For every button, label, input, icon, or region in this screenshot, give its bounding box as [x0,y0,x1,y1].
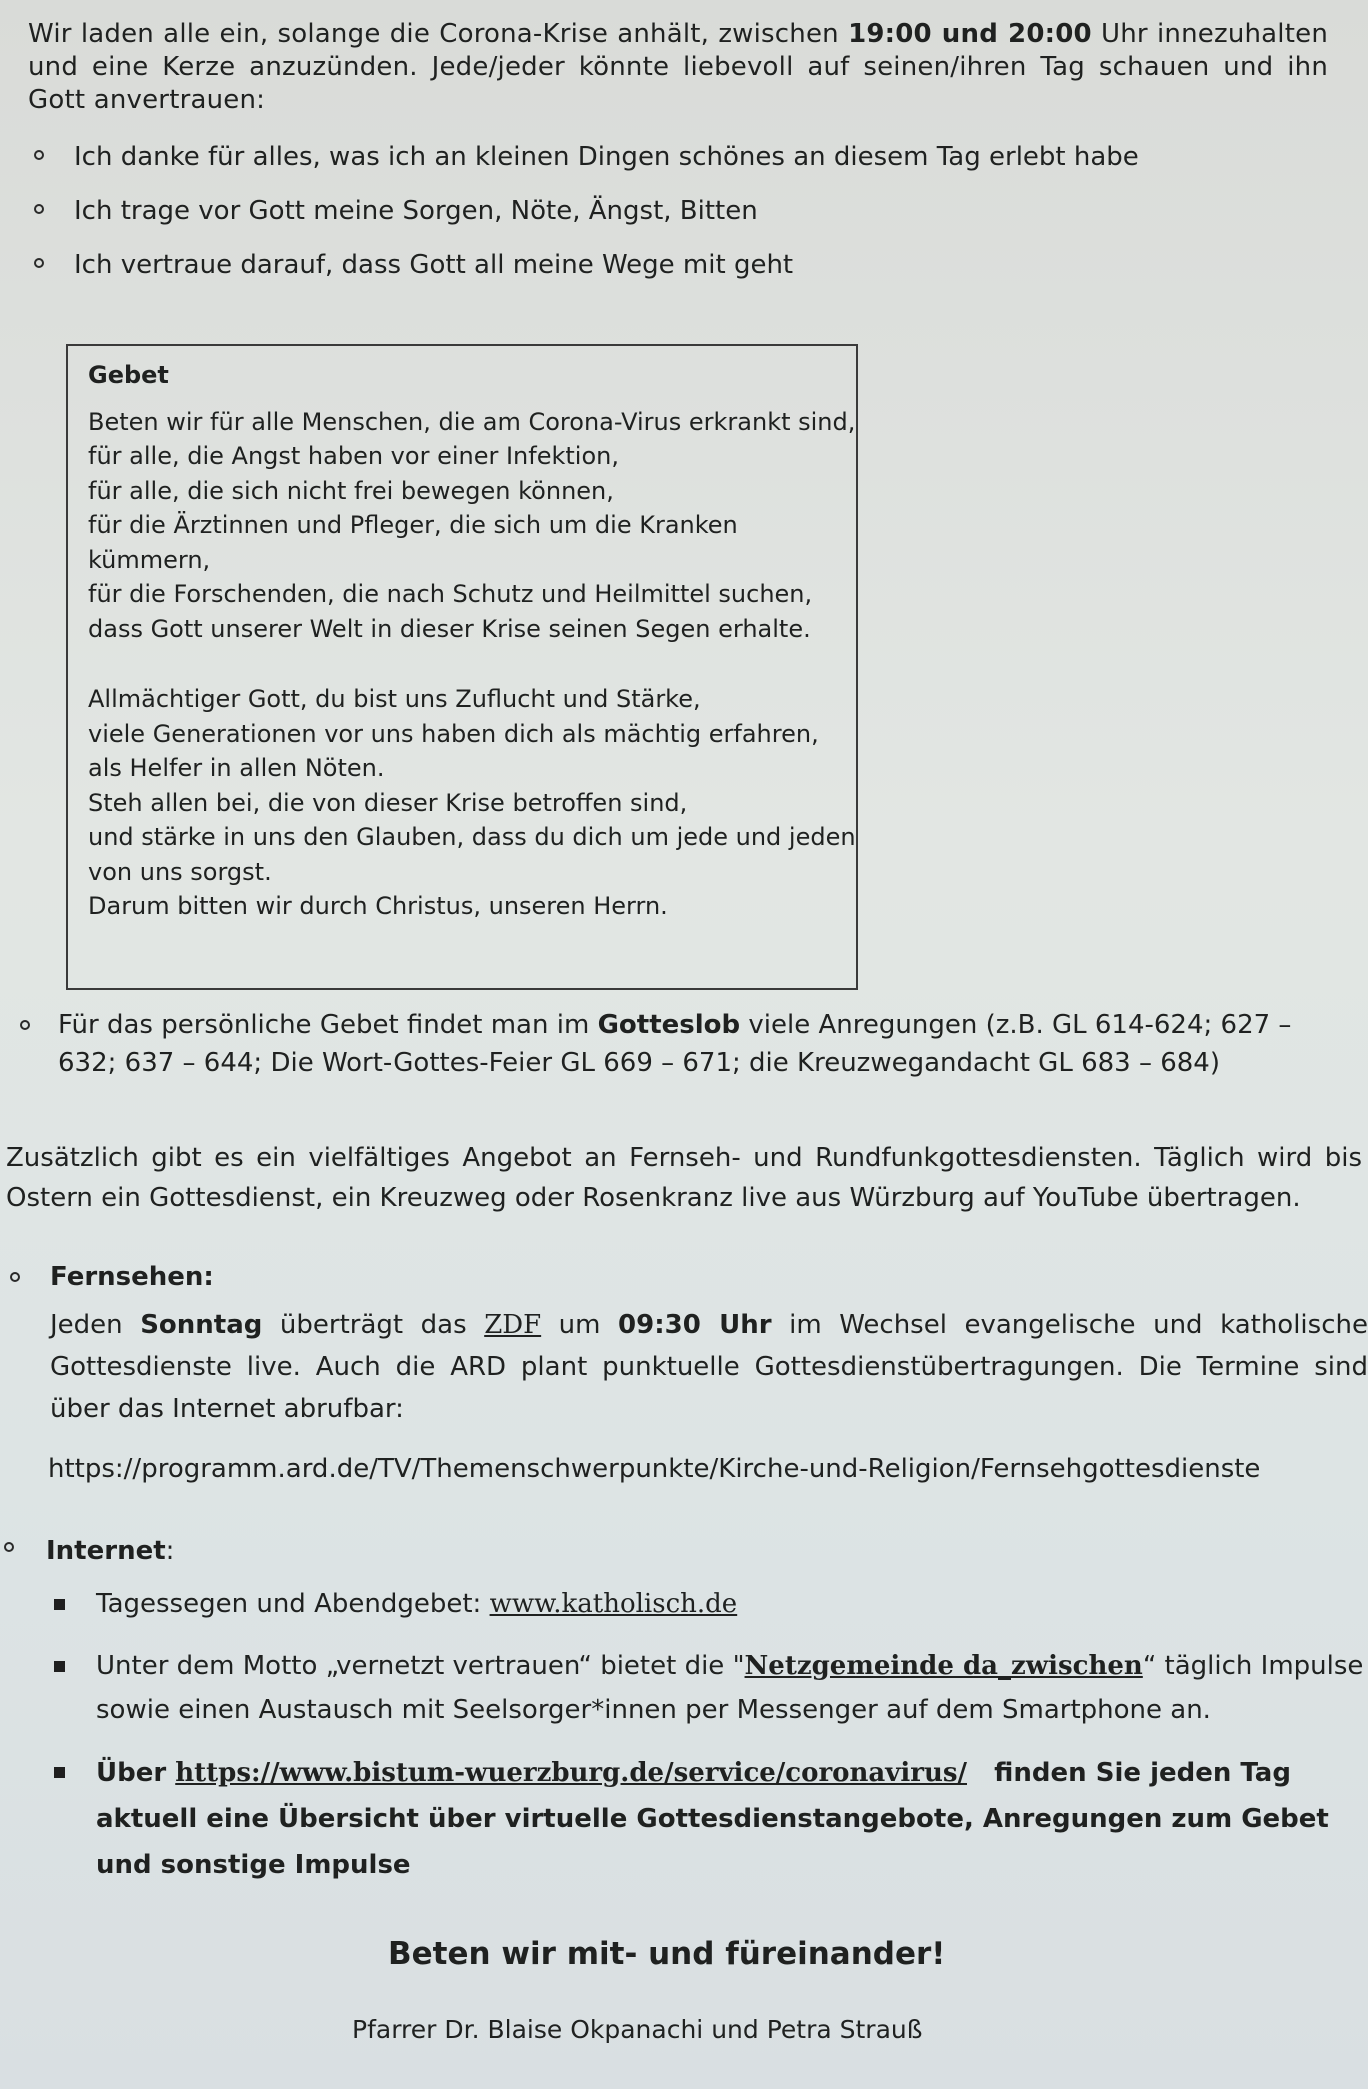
internet-heading-colon: : [165,1536,175,1566]
ard-url: https://programm.ard.de/TV/Themenschwerpunkte/Kirche-und-Religion/Fernsehgottesdienste [48,1454,1261,1484]
tv-heading: Fernsehen: [50,1262,214,1292]
intro-paragraph [28,18,1328,117]
tv-uebertraegt: überträgt das [262,1310,485,1340]
tv-section [10,1256,1368,1490]
prayer-line: Darum bitten wir durch Christus, unseren Herrn. [88,892,668,920]
prayer-line: dass Gott unserer Welt in dieser Krise seinen Segen erhalte. [88,614,811,643]
list-item-text: Ich trage vor Gott meine Sorgen, Nöte, Ängst, Bitten [74,196,758,226]
tv-rest: im Wechsel evangelische und katholische Gottesdienste live. Auch die ARD plant punktuelle Gottesdienstübertragungen. Die Termine sind über das Internet abrufbar: [50,1310,1368,1424]
circle-bullet-icon [34,258,44,268]
bistum-link[interactable]: https://www.bistum-wuerzburg.de/service/coronavirus/ [175,1758,967,1788]
square-bullet-icon [54,1767,65,1778]
internet-item2-after: “ täglich Impulse sowie einen Austausch mit Seelsorger*innen per Messenger auf dem Smartphone an. [96,1651,1364,1725]
list-item [4,1644,1368,1732]
tv-sonntag: Sonntag [140,1310,263,1340]
circle-bullet-icon [10,1272,20,1282]
netzgemeinde-link[interactable]: Netzgemeinde da_zwischen [744,1651,1143,1681]
prayer-box [66,344,858,990]
internet-section [4,1530,1368,1906]
prayer-title: Gebet [88,361,169,389]
zdf-link[interactable]: ZDF [484,1310,542,1340]
gotteslob-after: viele Anregungen (z.B. GL 614-624; 627 – 632; 637 – 644; Die Wort-Gottes-Feier GL 669 – 671; die Kreuzwegandacht GL 683 – 684) [58,1010,1292,1078]
closing-line: Beten wir mit- und füreinander! [388,1936,946,1972]
list-item [4,1750,1368,1888]
prayer-line: für die Ärztinnen und Pfleger, die sich um die Kranken [88,511,738,539]
katholisch-link[interactable]: www.katholisch.de [489,1589,738,1619]
internet-item1-text: Tagessegen und Abendgebet: [96,1589,490,1619]
additional-paragraph: Zusätzlich gibt es ein vielfältiges Angebot an Fernseh- und Rundfunkgottesdiensten. Täglich wird bis Ostern ein Gottesdienst, ein Kreuzweg oder Rosenkranz live aus Würzburg auf YouTube übertragen. [6,1143,1362,1213]
list-item [30,194,1330,228]
prayer-line: Beten wir für alle Menschen, die am Corona-Virus erkrankt sind, [88,407,856,436]
prayer-line: für alle, die Angst haben vor einer Infektion, [88,442,619,470]
square-bullet-icon [54,1599,65,1610]
list-item [30,248,1330,282]
gotteslob-bold: Gotteslob [597,1010,741,1040]
list-item [30,140,1330,174]
tv-body [10,1304,1368,1430]
square-bullet-icon [54,1661,65,1672]
prayer-line: kümmern, [88,545,211,574]
list-item [4,1582,1368,1626]
circle-bullet-icon [34,204,44,214]
prayer-line: viele Generationen vor uns haben dich als mächtig erfahren, [88,719,819,748]
circle-bullet-icon [20,1020,30,1030]
prayer-line: und stärke in uns den Glauben, dass du dich um jede und jeden [88,823,856,851]
stanza-gap [88,646,842,682]
gotteslob-paragraph [16,1006,1356,1082]
tv-jeden: Jeden [50,1310,141,1340]
prayer-line: für alle, die sich nicht frei bewegen können, [88,476,614,505]
prayer-line: als Helfer in allen Nöten. [88,754,385,782]
signature: Pfarrer Dr. Blaise Okpanachi und Petra Strauß [352,2015,923,2044]
circle-bullet-icon [4,1542,14,1552]
reflection-points [30,140,1330,302]
intro-text-2: Uhr innezuhalten und eine Kerze anzuzünden. Jede/jeder könnte liebevoll auf seinen/ihren Tag schauen und ihn Gott anvertrauen: [28,19,1329,115]
prayer-line: von uns sorgst. [88,857,272,886]
internet-item2-before: Unter dem Motto „vernetzt vertrauen“ bietet die " [96,1651,745,1681]
intro-text-1: Wir laden alle ein, solange die Corona-Krise anhält, zwischen [28,19,849,49]
tv-time: 09:30 Uhr [618,1310,772,1340]
internet-heading [4,1530,1368,1572]
list-item-text: Ich vertraue darauf, dass Gott all meine Wege mit geht [74,250,794,280]
list-item-text: Ich danke für alles, was ich an kleinen Dingen schönes an diesem Tag erlebt habe [74,142,1139,172]
gotteslob-before: Für das persönliche Gebet findet man im [58,1010,598,1040]
internet-heading-text: Internet [46,1536,166,1566]
internet-list [4,1582,1368,1888]
prayer-line: für die Forschenden, die nach Schutz und Heilmittel suchen, [88,580,813,608]
intro-time: 19:00 und 20:00 [848,19,1092,49]
prayer-line: Steh allen bei, die von dieser Krise betroffen sind, [88,788,688,817]
prayer-line: Allmächtiger Gott, du bist uns Zuflucht und Stärke, [88,685,701,713]
circle-bullet-icon [34,150,44,160]
gotteslob-text [16,1006,1356,1082]
tv-um: um [541,1310,619,1340]
internet-item3-before: Über [96,1758,176,1788]
internet-item3-after: finden Sie jeden Tag aktuell eine Übersicht über virtuelle Gottesdienstangebote, Anregungen zum Gebet und sonstige Impulse [96,1758,1338,1880]
